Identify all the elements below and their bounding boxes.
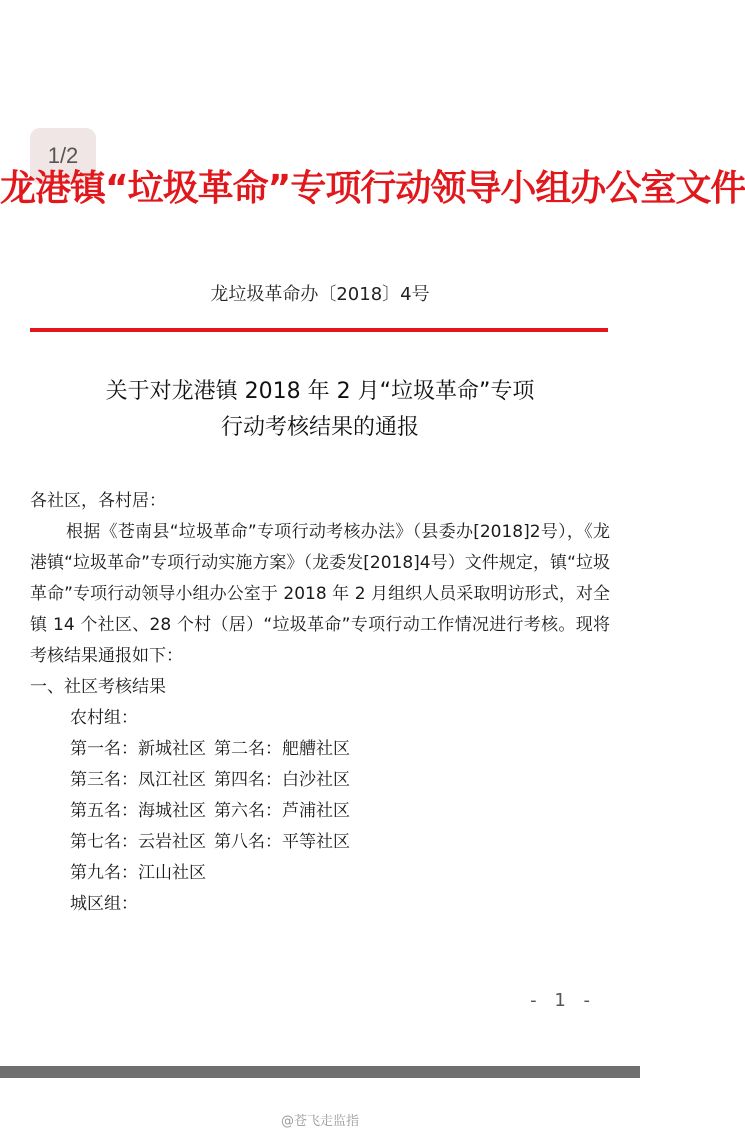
rank-item: 第七名：云岩社区: [70, 832, 206, 852]
rank-item: 第三名：凤江社区: [70, 770, 206, 790]
document-number: 龙垃圾革命办〔2018〕4号: [210, 284, 430, 305]
rank-row-3: [30, 796, 610, 827]
rank-item: 第八名：平等社区: [214, 832, 350, 852]
document-title: [0, 374, 640, 446]
page-indicator-badge: 1/2: [30, 128, 96, 184]
document-title-line1: 关于对龙港镇 2018 年 2 月“垃圾革命”专项: [105, 379, 535, 404]
red-divider-line: [30, 328, 608, 332]
rank-item: 第一名：新城社区: [70, 739, 206, 759]
page-separator-bar: [0, 1066, 640, 1078]
salutation: 各社区，各村居：: [30, 491, 166, 511]
rank-row-1: [30, 734, 610, 765]
section-heading-community-results: 一、社区考核结果: [30, 677, 166, 697]
page-number: - 1 -: [530, 990, 596, 1011]
issuer-header: 龙港镇“垃圾革命”专项行动领导小组办公室文件: [0, 168, 745, 209]
rank-item: 第四名：白沙社区: [214, 770, 350, 790]
document-title-line2: 行动考核结果的通报: [220, 415, 419, 440]
rank-item: 第二名：舥艚社区: [214, 739, 350, 759]
urban-group-label: 城区组：: [70, 894, 138, 914]
intro-paragraph: 根据《苍南县“垃圾革命”专项行动考核办法》（县委办[2018]2号），《龙港镇“垃圾革命”专项行动实施方案》（龙委发[2018]4号）文件规定，镇“垃圾革命”专项行动领导小组办公室于 2018 年 2 月组织人员采取明访形式，对全镇 14 个社区、28 个村（居）“垃圾革命”专项行动工作情况进行考核。现将考核结果通报如下：: [30, 522, 610, 666]
rank-row-4: [30, 827, 610, 858]
rank-row-5: [30, 858, 610, 889]
document-body: [30, 486, 610, 920]
rank-item: 第九名：江山社区: [70, 863, 206, 883]
watermark: @苍飞走监指: [280, 1114, 359, 1129]
rank-item: 第五名：海城社区: [70, 801, 206, 821]
rural-group-label: 农村组：: [70, 708, 138, 728]
rank-row-2: [30, 765, 610, 796]
rank-item: 第六名：芦浦社区: [214, 801, 350, 821]
